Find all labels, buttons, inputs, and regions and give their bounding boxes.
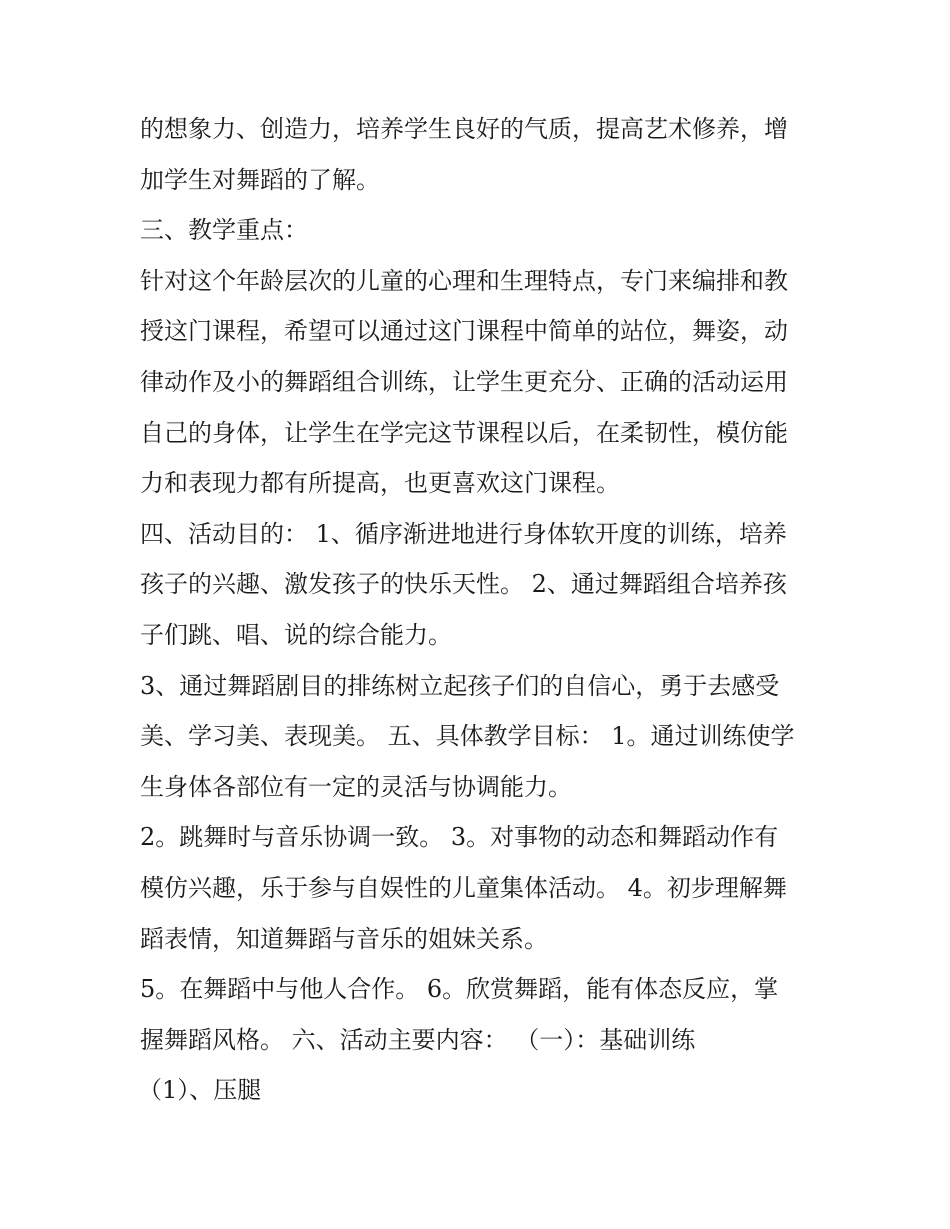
text-line: 力和表现力都有所提高，也更喜欢这门课程。 <box>140 469 620 498</box>
text-line: 子们跳、唱、说的综合能力。 <box>140 620 452 649</box>
section-heading: 三、教学重点： <box>140 216 308 245</box>
text-line: 孩子的兴趣、激发孩子的快乐天性。 2、通过舞蹈组合培养孩 <box>140 570 787 599</box>
text-line: 生身体各部位有一定的灵活与协调能力。 <box>140 772 572 801</box>
text-line: 美、学习美、表现美。 五、具体教学目标： 1。通过训练使学 <box>140 722 795 751</box>
text-line: 律动作及小的舞蹈组合训练，让学生更充分、正确的活动运用 <box>140 367 788 396</box>
text-line: 3、通过舞蹈剧目的排练树立起孩子们的自信心，勇于去感受 <box>140 671 780 700</box>
text-line: 四、活动目的： 1、循序渐进地进行身体软开度的训练，培养 <box>140 519 787 548</box>
text-line: 握舞蹈风格。 六、活动主要内容： （一）：基础训练 <box>140 1025 696 1054</box>
text-line: 模仿兴趣，乐于参与自娱性的儿童集体活动。 4。初步理解舞 <box>140 873 787 902</box>
text-line: 针对这个年龄层次的儿童的心理和生理特点，专门来编排和教 <box>140 266 788 295</box>
text-line: 自己的身体，让学生在学完这节课程以后，在柔韧性，模仿能 <box>140 418 788 447</box>
text-line: 2。跳舞时与音乐协调一致。 3。对事物的动态和舞蹈动作有 <box>140 823 779 852</box>
text-line: 的想象力、创造力，培养学生良好的气质，提高艺术修养，增 <box>140 115 788 143</box>
text-line: 加学生对舞蹈的了解。 <box>140 165 380 194</box>
document-body <box>140 104 830 1116</box>
text-line: 5。在舞蹈中与他人合作。 6。欣赏舞蹈，能有体态反应，掌 <box>140 975 779 1004</box>
text-line: 授这门课程，希望可以通过这门课程中简单的站位，舞姿，动 <box>140 317 788 346</box>
list-item-heading: （1）、压腿 <box>138 1076 262 1105</box>
text-line: 蹈表情，知道舞蹈与音乐的姐妹关系。 <box>140 924 548 953</box>
